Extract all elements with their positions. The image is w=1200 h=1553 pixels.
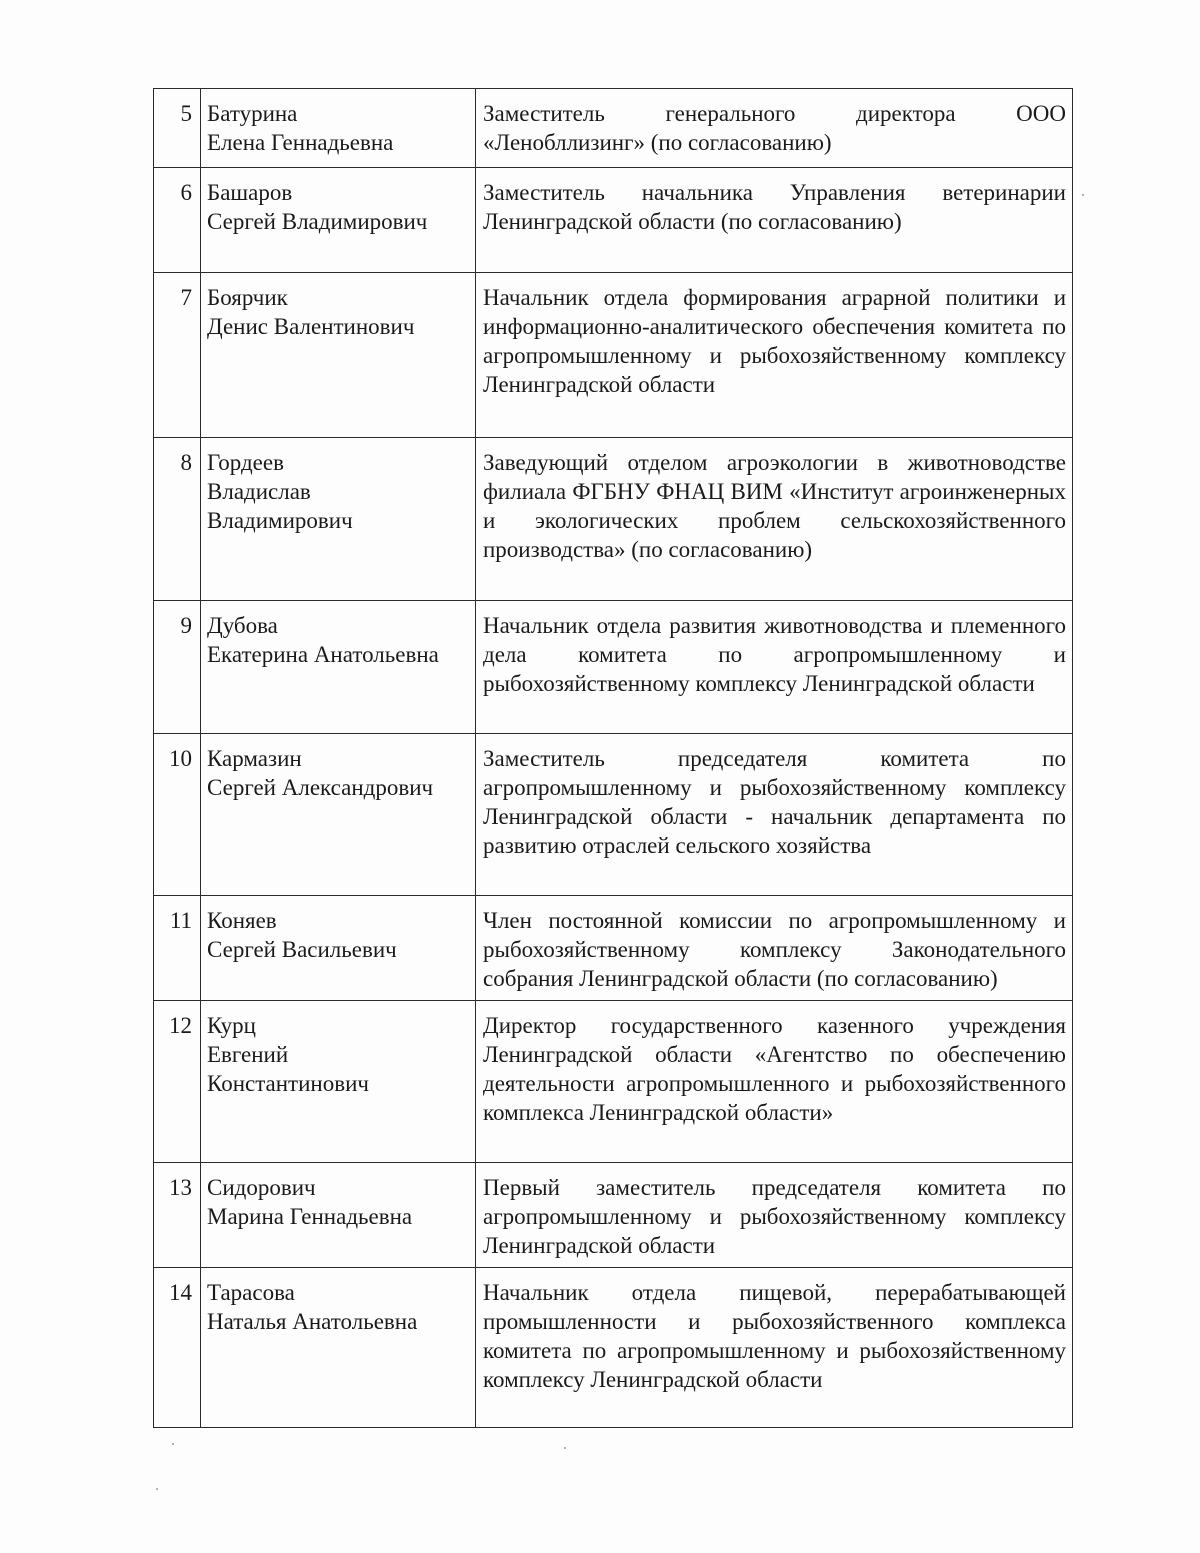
members-table	[153, 88, 1073, 1428]
member-position: Начальник отдела формирования аграрной политики и информационно-аналитического обеспечения комитета по агропромышленному и рыбохозяйственному комплексу Ленинградской области	[476, 273, 1073, 438]
member-name	[201, 1001, 476, 1163]
row-number: 5	[154, 89, 201, 168]
member-position: Первый заместитель председателя комитета по агропромышленному и рыбохозяйственному комплексу Ленинградской области	[476, 1163, 1073, 1268]
table-row	[154, 168, 1073, 273]
member-position: Заместитель председателя комитета по агропромышленному и рыбохозяйственному комплексу Ленинградской области - начальник департамента по развитию отраслей сельского хозяйства	[476, 734, 1073, 896]
member-name	[201, 896, 476, 1001]
name-line: Башаров	[207, 180, 293, 205]
table-row	[154, 1268, 1073, 1428]
name-line: Денис Валентинович	[207, 314, 415, 339]
member-position: Начальник отдела пищевой, перерабатывающей промышленности и рыбохозяйственного комплекса комитета по агропромышленному и рыбохозяйственному комплексу Ленинградской области	[476, 1268, 1073, 1428]
name-line: Марина Геннадьевна	[207, 1204, 413, 1229]
member-position: Заведующий отделом агроэкологии в животноводстве филиала ФГБНУ ФНАЦ ВИМ «Институт агроинженерных и экологических проблем сельскохозяйственного производства» (по согласованию)	[476, 438, 1073, 601]
name-line: Екатерина Анатольевна	[207, 642, 439, 667]
row-number: 11	[154, 896, 201, 1001]
table-row	[154, 273, 1073, 438]
table-row	[154, 601, 1073, 734]
name-line: Батурина	[207, 101, 298, 126]
member-position: Директор государственного казенного учреждения Ленинградской области «Агентство по обеспечению деятельности агропромышленного и рыбохозяйственного комплекса Ленинградской области»	[476, 1001, 1073, 1163]
row-number: 13	[154, 1163, 201, 1268]
row-number: 10	[154, 734, 201, 896]
members-table-body	[154, 89, 1073, 1428]
name-line: Наталья Анатольевна	[207, 1309, 418, 1334]
member-name	[201, 601, 476, 734]
member-name	[201, 89, 476, 168]
name-line: Гордеев	[207, 450, 284, 475]
member-position: Член постоянной комиссии по агропромышленному и рыбохозяйственному комплексу Законодательного собрания Ленинградской области (по согласованию)	[476, 896, 1073, 1001]
name-line: Сергей Владимирович	[207, 209, 428, 234]
table-row	[154, 896, 1073, 1001]
table-row	[154, 1163, 1073, 1268]
member-position: Начальник отдела развития животноводства и племенного дела комитета по агропромышленному и рыбохозяйственному комплексу Ленинградской области	[476, 601, 1073, 734]
name-line: Коняев	[207, 908, 277, 933]
scan-speck	[156, 1488, 158, 1490]
member-position: Заместитель начальника Управления ветеринарии Ленинградской области (по согласованию)	[476, 168, 1073, 273]
row-number: 8	[154, 438, 201, 601]
table-row	[154, 1001, 1073, 1163]
name-line: Кармазин	[207, 746, 302, 771]
member-name	[201, 273, 476, 438]
member-name	[201, 734, 476, 896]
name-line: Константинович	[207, 1071, 369, 1096]
row-number: 9	[154, 601, 201, 734]
row-number: 14	[154, 1268, 201, 1428]
name-line: Курц	[207, 1013, 256, 1038]
scan-speck	[564, 1447, 566, 1449]
name-line: Сергей Александрович	[207, 775, 434, 800]
row-number: 7	[154, 273, 201, 438]
table-row	[154, 734, 1073, 896]
name-line: Евгений	[207, 1042, 289, 1067]
row-number: 6	[154, 168, 201, 273]
name-line: Елена Геннадьевна	[207, 130, 394, 155]
table-row	[154, 89, 1073, 168]
table-row	[154, 438, 1073, 601]
name-line: Дубова	[207, 613, 278, 638]
member-name	[201, 438, 476, 601]
name-line: Владислав	[207, 479, 311, 504]
row-number: 12	[154, 1001, 201, 1163]
member-name	[201, 1268, 476, 1428]
member-name	[201, 168, 476, 273]
scan-speck	[1082, 194, 1084, 196]
name-line: Боярчик	[207, 285, 288, 310]
name-line: Тарасова	[207, 1280, 295, 1305]
member-position: Заместитель генерального директора ООО «Ленобллизинг» (по согласованию)	[476, 89, 1073, 168]
member-name	[201, 1163, 476, 1268]
name-line: Владимирович	[207, 508, 353, 533]
name-line: Сергей Васильевич	[207, 937, 397, 962]
scan-speck	[172, 1443, 174, 1445]
name-line: Сидорович	[207, 1175, 316, 1200]
